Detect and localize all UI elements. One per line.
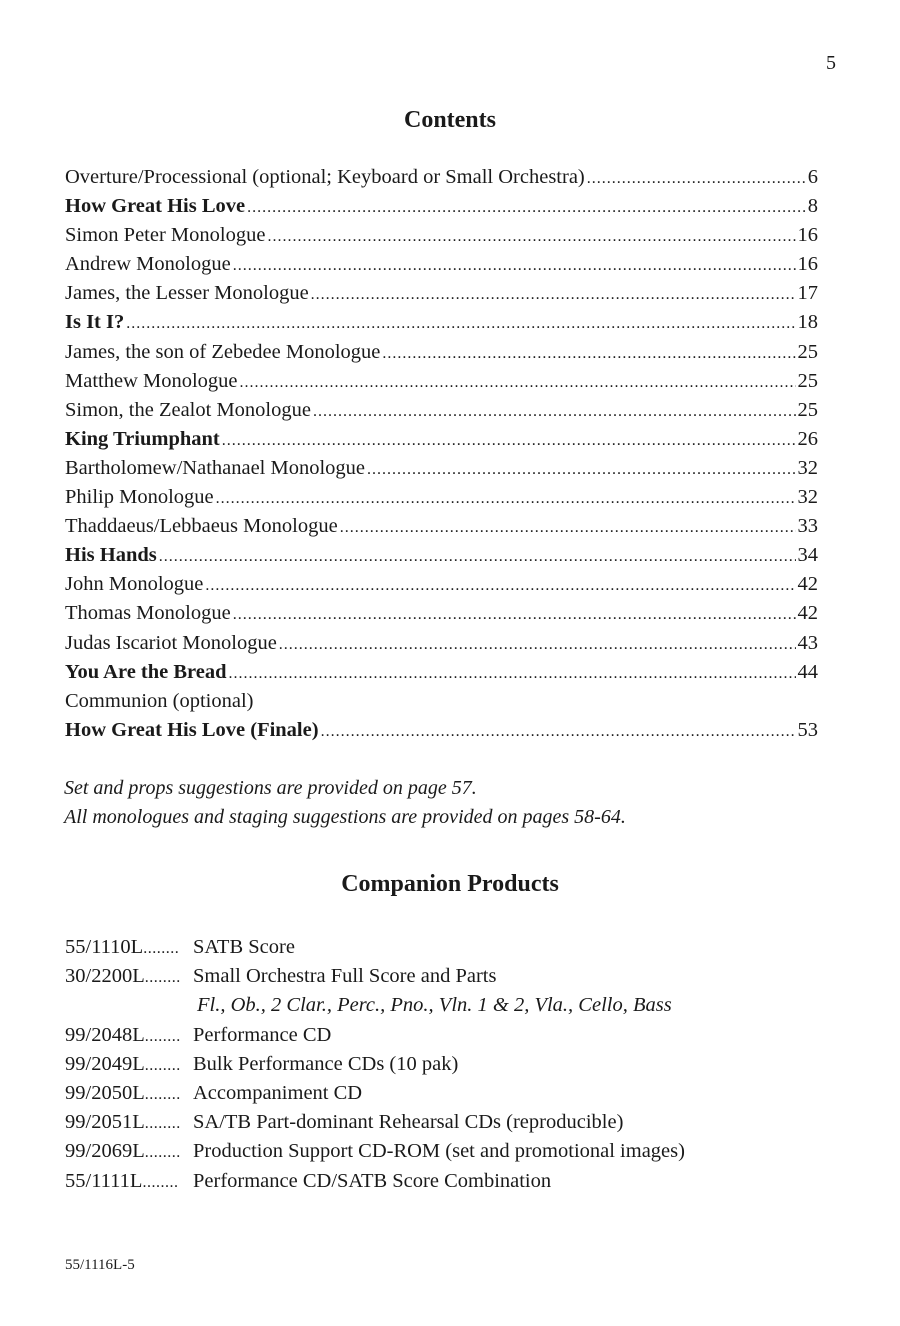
product-code: 99/2069L <box>65 1140 145 1163</box>
toc-entry-title: James, the son of Zebedee Monologue <box>65 340 381 363</box>
toc-entry <box>65 166 818 195</box>
toc-dot-leader <box>587 170 806 188</box>
toc-dot-leader <box>267 228 795 246</box>
toc-entry-title: King Triumphant <box>65 427 220 450</box>
product-description: Performance CD <box>193 1023 332 1046</box>
product-description: Accompaniment CD <box>193 1081 363 1104</box>
toc-entry-title: Communion (optional) <box>65 689 254 712</box>
toc-entry-page: 42 <box>797 573 818 596</box>
toc-dot-leader <box>126 315 795 333</box>
toc-entry-title: Simon Peter Monologue <box>65 224 266 247</box>
toc-entry <box>65 719 818 748</box>
companion-products-list <box>65 936 685 1199</box>
toc-entry-title: Philip Monologue <box>65 486 214 509</box>
toc-dot-leader <box>205 577 795 595</box>
toc-entry-page: 26 <box>797 427 818 450</box>
toc-entry-title: Simon, the Zealot Monologue <box>65 398 311 421</box>
product-description: Bulk Performance CDs (10 pak) <box>193 1052 459 1075</box>
toc-entry-title: Thomas Monologue <box>65 602 231 625</box>
product-code-cell <box>65 1053 193 1076</box>
product-item <box>65 1140 685 1169</box>
product-item <box>65 936 685 965</box>
toc-entry-page: 6 <box>807 166 818 188</box>
note-monologues: All monologues and staging suggestions are provided on pages 58-64. <box>64 806 626 828</box>
toc-dot-leader <box>279 636 796 654</box>
toc-entry <box>65 515 818 544</box>
contents-notes <box>64 774 626 832</box>
toc-entry-page: 32 <box>797 486 818 509</box>
toc-entry-page: 17 <box>797 282 818 305</box>
toc-entry-title: Matthew Monologue <box>65 369 238 392</box>
product-dot-leader: ........ <box>144 1144 181 1162</box>
product-code-cell <box>65 1024 193 1047</box>
toc-dot-leader <box>159 548 796 566</box>
toc-entry-title: Is It I? <box>65 311 125 334</box>
toc-entry-page: 25 <box>797 340 818 363</box>
toc-entry-title: Thaddaeus/Lebbaeus Monologue <box>65 515 338 538</box>
toc-entry <box>65 224 818 253</box>
toc-entry-title: His Hands <box>65 544 157 567</box>
product-code: 99/2050L <box>65 1081 145 1104</box>
toc-entry-page: 25 <box>797 369 818 392</box>
toc-entry <box>65 282 818 311</box>
toc-dot-leader <box>382 345 795 363</box>
product-description: Small Orchestra Full Score and Parts <box>193 965 497 988</box>
note-set-props: Set and props suggestions are provided on page 57. <box>64 777 477 799</box>
table-of-contents <box>65 166 818 748</box>
product-description: SA/TB Part-dominant Rehearsal CDs (reproducible) <box>193 1111 624 1134</box>
toc-entry-page: 34 <box>797 544 818 567</box>
product-dot-leader: ........ <box>144 969 181 987</box>
toc-entry <box>65 661 818 690</box>
product-code: 99/2051L <box>65 1111 145 1134</box>
product-code-cell <box>65 1170 193 1193</box>
product-item <box>65 1111 685 1140</box>
product-item <box>65 1053 685 1082</box>
toc-entry-page: 8 <box>807 195 818 218</box>
product-code-cell <box>65 1082 193 1105</box>
product-description: Performance CD/SATB Score Combination <box>193 1169 552 1192</box>
toc-entry <box>65 573 818 602</box>
toc-entry <box>65 457 818 486</box>
toc-entry-title: How Great His Love (Finale) <box>65 718 319 741</box>
product-item <box>65 1024 685 1053</box>
toc-dot-leader <box>229 665 796 683</box>
toc-dot-leader <box>233 257 796 275</box>
toc-entry <box>65 341 818 370</box>
toc-entry <box>65 428 818 457</box>
product-dot-leader: ........ <box>144 1115 181 1133</box>
toc-entry-page: 16 <box>797 253 818 276</box>
toc-entry-title: Bartholomew/Nathanael Monologue <box>65 456 366 479</box>
toc-dot-leader <box>216 490 796 508</box>
product-item <box>65 965 685 994</box>
toc-entry-page: 33 <box>797 515 818 538</box>
product-description: SATB Score <box>193 936 295 958</box>
toc-entry-title: You Are the Bread <box>65 660 227 683</box>
product-instrumentation: Fl., Ob., 2 Clar., Perc., Pno., Vln. 1 & 2, Vla., Cello, Bass <box>197 994 672 1017</box>
product-dot-leader: ........ <box>142 1173 179 1191</box>
product-description: Production Support CD-ROM (set and promotional images) <box>193 1140 685 1163</box>
companion-products-heading: Companion Products <box>341 871 559 897</box>
product-code: 99/2048L <box>65 1023 145 1046</box>
toc-entry <box>65 195 818 224</box>
toc-entry <box>65 486 818 515</box>
product-dot-leader: ........ <box>144 1027 181 1045</box>
product-code: 30/2200L <box>65 965 145 988</box>
toc-entry-title: Overture/Processional (optional; Keyboard or Small Orchestra) <box>65 166 585 188</box>
toc-entry <box>65 370 818 399</box>
toc-entry <box>65 399 818 428</box>
toc-entry <box>65 544 818 573</box>
product-code: 55/1111L <box>65 1169 143 1192</box>
page-number: 5 <box>826 52 836 74</box>
toc-entry-title: How Great His Love <box>65 195 246 218</box>
toc-dot-leader <box>233 606 796 624</box>
toc-dot-leader <box>311 286 796 304</box>
product-dot-leader: ........ <box>143 940 180 957</box>
toc-entry-title: Andrew Monologue <box>65 253 231 276</box>
product-code-cell <box>65 1111 193 1134</box>
toc-entry-page: 16 <box>797 224 818 247</box>
toc-entry-page: 42 <box>797 602 818 625</box>
toc-dot-leader <box>313 403 796 421</box>
toc-dot-leader <box>321 723 796 741</box>
product-code: 99/2049L <box>65 1052 145 1075</box>
toc-dot-leader <box>222 432 796 450</box>
product-code: 55/1110L <box>65 936 144 958</box>
toc-entry-page: 53 <box>797 718 818 741</box>
toc-entry-page: 43 <box>797 631 818 654</box>
product-code-cell <box>65 1140 193 1163</box>
footer-catalog-code: 55/1116L-5 <box>65 1257 135 1273</box>
product-code-cell <box>65 965 193 988</box>
product-dot-leader: ........ <box>144 1085 181 1103</box>
contents-heading: Contents <box>403 107 496 133</box>
toc-entry-title: John Monologue <box>65 573 204 596</box>
product-code-cell <box>65 936 193 959</box>
product-item <box>65 1082 685 1111</box>
toc-entry <box>65 253 818 282</box>
toc-dot-leader <box>247 199 806 217</box>
toc-entry-title: Judas Iscariot Monologue <box>65 631 277 654</box>
toc-entry <box>65 632 818 661</box>
toc-entry <box>65 602 818 631</box>
toc-entry-page: 25 <box>797 398 818 421</box>
toc-dot-leader <box>340 519 796 537</box>
product-item <box>65 1170 685 1199</box>
toc-entry-title: James, the Lesser Monologue <box>65 282 309 305</box>
toc-entry <box>65 311 818 340</box>
toc-entry-page: 18 <box>797 311 818 334</box>
product-dot-leader: ........ <box>144 1056 181 1074</box>
toc-dot-leader <box>240 374 796 392</box>
toc-entry-page: 32 <box>797 456 818 479</box>
toc-entry <box>65 690 818 719</box>
toc-entry-page: 44 <box>797 660 818 683</box>
toc-dot-leader <box>367 461 795 479</box>
